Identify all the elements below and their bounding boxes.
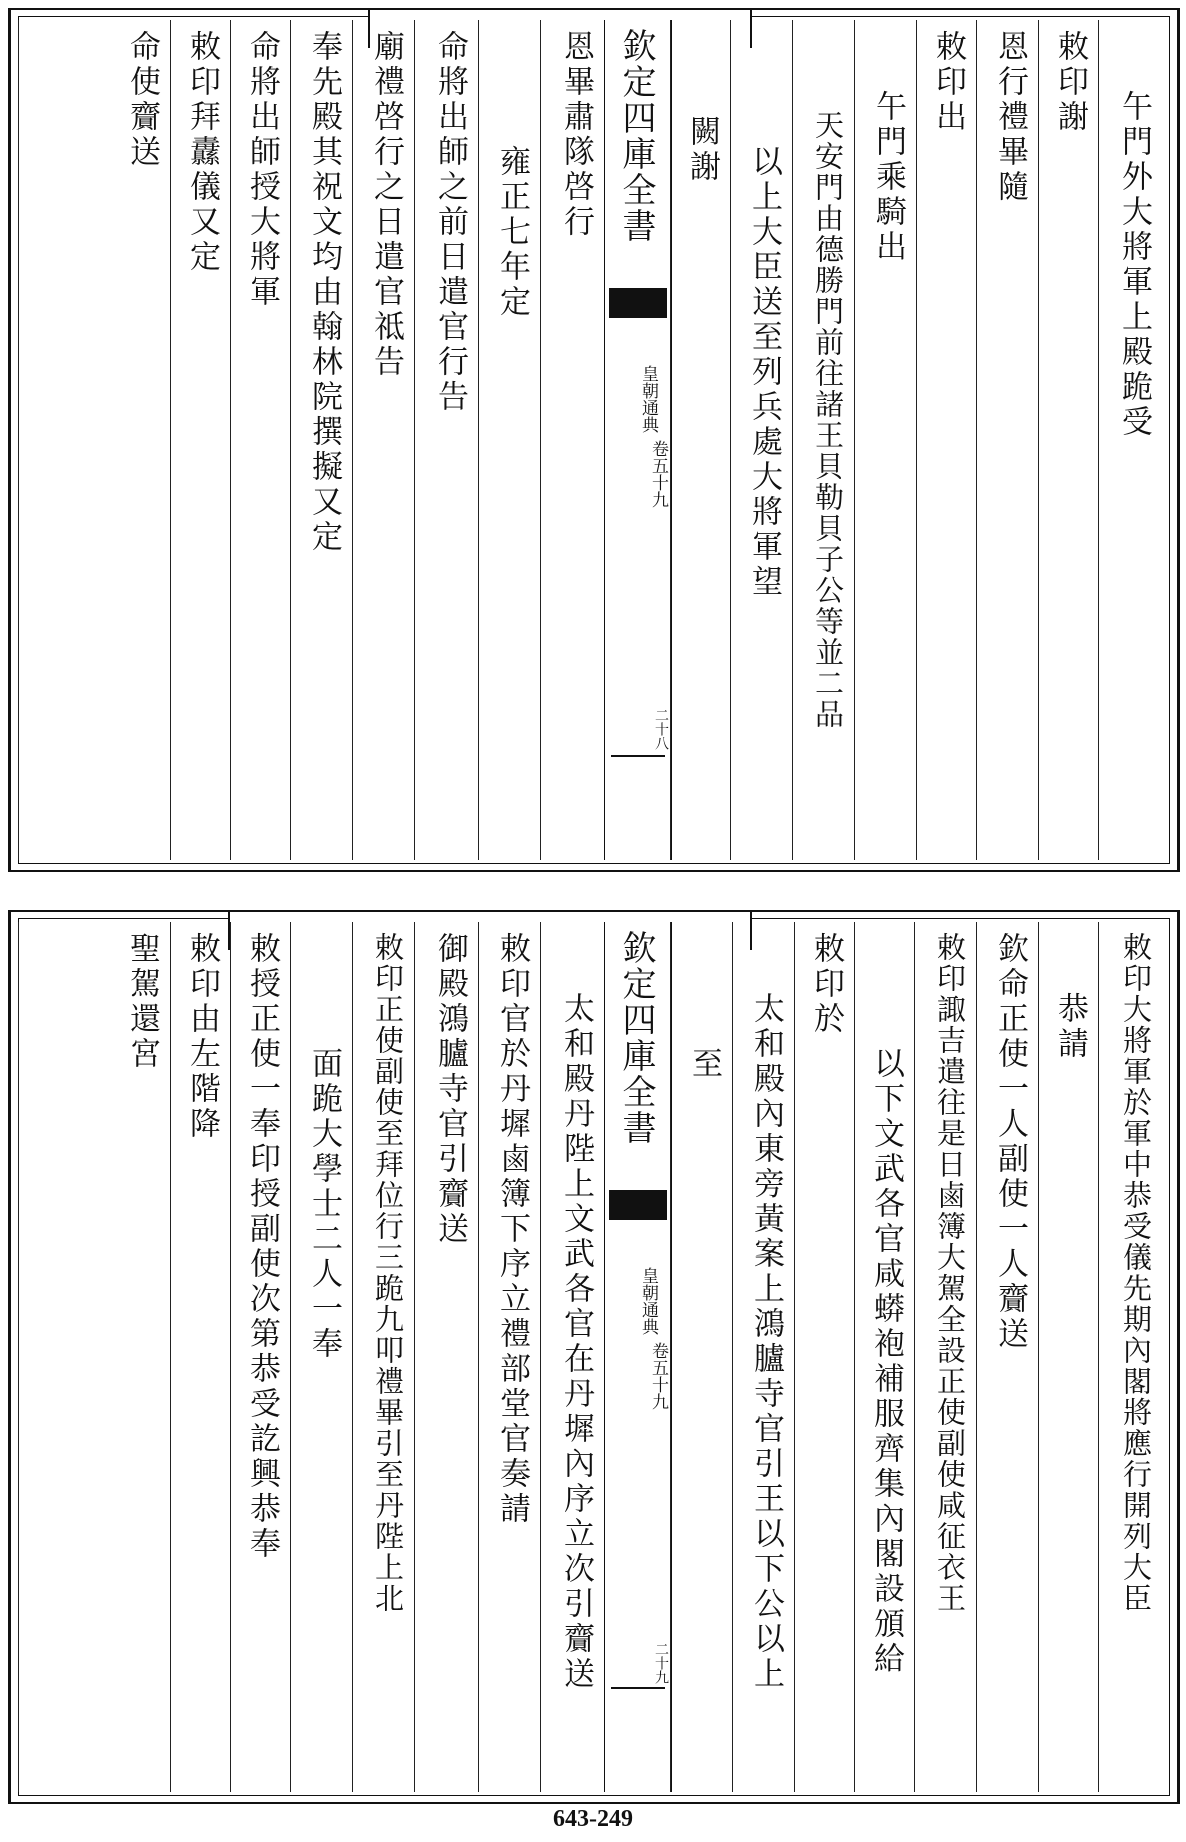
top-fold-book: 皇朝通典	[638, 365, 658, 433]
bottom-fold-book: 皇朝通典	[638, 1267, 658, 1335]
top-fold-volume: 卷五十九	[648, 440, 668, 508]
top-col-11: 命將出師之前日遣官行告	[432, 30, 468, 415]
bottom-col-4: 敕印諏吉遣往是日鹵簿大駕全設正使副使咸征衣王	[933, 932, 967, 1614]
top-fold-fishtail	[609, 288, 667, 318]
top-fold-title: 欽定四庫全書	[616, 28, 656, 244]
bottom-col-6: 敕印於	[808, 932, 844, 1037]
top-fold-line	[611, 755, 665, 757]
top-col-12: 廟禮啓行之日遣官祗告	[368, 30, 404, 380]
bottom-col-2: 恭請	[1052, 992, 1088, 1062]
bottom-col-10: 敕印官於丹墀鹵簿下序立禮部堂官奏請	[494, 932, 530, 1527]
top-col-15: 敕印拜纛儀又定	[184, 30, 220, 275]
bottom-col-1: 敕印大將軍於軍中恭受儀先期內閣將應行開列大臣	[1119, 932, 1153, 1614]
bottom-col-15: 敕印由左階降	[184, 932, 220, 1142]
top-col-3: 恩行禮畢隨	[992, 30, 1028, 205]
bottom-col-7: 太和殿內東旁黃案上鴻臚寺官引王以下公以上	[748, 992, 784, 1692]
bottom-col-8: 至	[686, 1047, 722, 1082]
top-col-4: 敕印出	[930, 30, 966, 135]
top-col-6: 天安門由德勝門前往諸王貝勒貝子公等並二品	[811, 110, 845, 730]
bottom-centerfold	[604, 922, 672, 1792]
bottom-fold-page-no: 二十九	[653, 1642, 669, 1684]
bottom-col-5: 以下文武各官咸蟒袍補服齊集內閣設頒給	[868, 1047, 904, 1677]
bottom-col-16: 聖駕還宮	[124, 932, 160, 1072]
top-page	[8, 8, 1180, 872]
top-col-1: 午門外大將軍上殿跪受	[1116, 90, 1152, 440]
top-col-13: 奉先殿其祝文均由翰林院撰擬又定	[306, 30, 342, 555]
bottom-fold-volume: 卷五十九	[648, 1342, 668, 1410]
top-col-16: 命使齎送	[124, 30, 160, 170]
bottom-col-11: 御殿鴻臚寺官引齎送	[432, 932, 468, 1247]
top-col-2: 敕印謝	[1052, 30, 1088, 135]
top-col-7: 以上大臣送至列兵處大將軍望	[746, 145, 782, 600]
top-col-8: 闕謝	[684, 115, 720, 185]
top-col-9: 恩畢肅隊啓行	[558, 30, 594, 240]
top-centerfold	[604, 20, 672, 860]
top-fold-page-no: 二十八	[653, 708, 669, 750]
page-footer-number: 643-249	[553, 1806, 633, 1832]
bottom-fold-fishtail	[609, 1190, 667, 1220]
top-col-14: 命將出師授大將軍	[244, 30, 280, 310]
bottom-fold-line	[611, 1687, 665, 1689]
bottom-col-9: 太和殿丹陛上文武各官在丹墀內序立次引齎送	[558, 992, 594, 1692]
bottom-col-12: 敕印正使副使至拜位行三跪九叩禮畢引至丹陛上北	[371, 932, 405, 1614]
top-col-10: 雍正七年定	[494, 145, 530, 320]
bottom-fold-title: 欽定四庫全書	[616, 930, 656, 1146]
bottom-col-3: 欽命正使一人副使一人齎送	[992, 932, 1028, 1352]
bottom-col-13: 面跪大學士二人一奉	[306, 1047, 342, 1362]
bottom-col-14: 敕授正使一奉印授副使次第恭受訖興恭奉	[244, 932, 280, 1562]
top-col-5: 午門乘騎出	[870, 90, 906, 265]
bottom-page	[8, 910, 1180, 1804]
